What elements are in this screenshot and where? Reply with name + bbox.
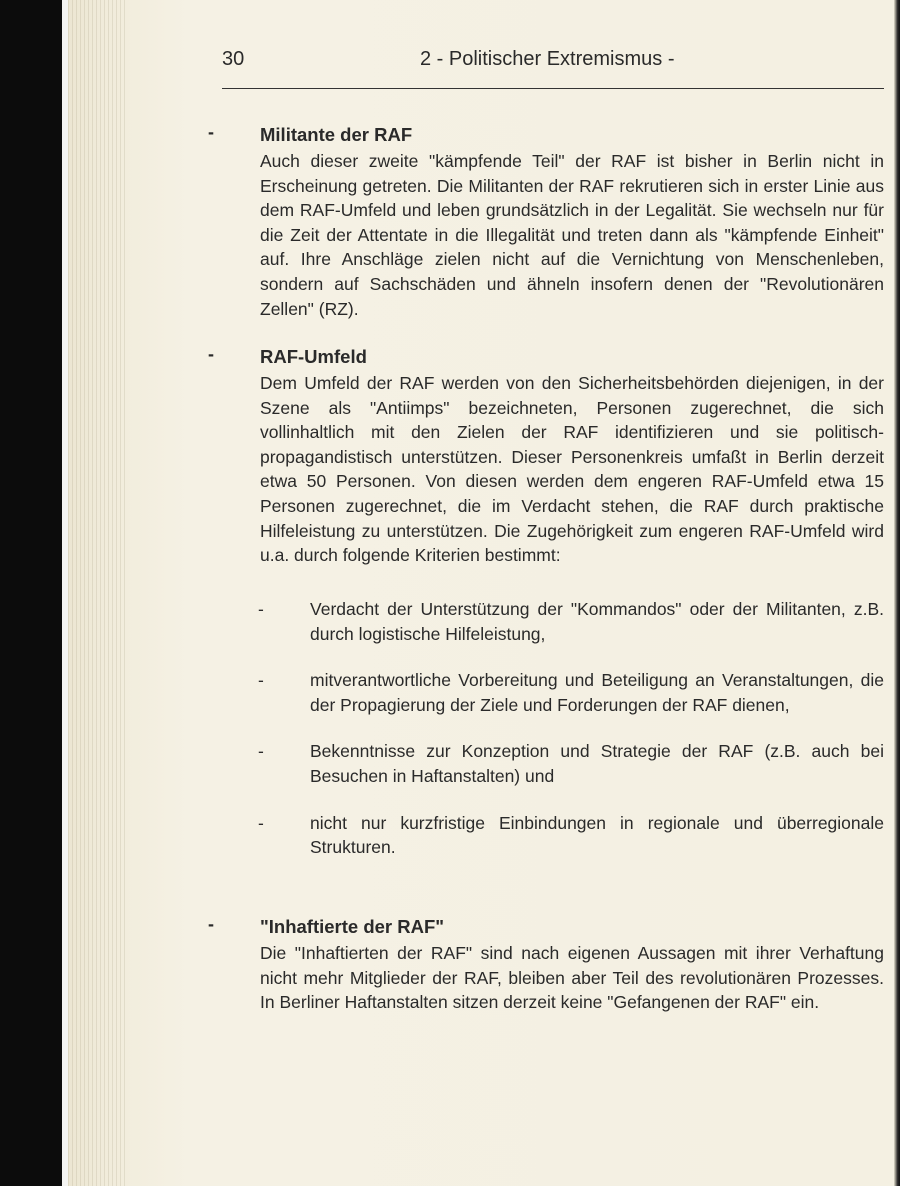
list-item-text: Bekenntnisse zur Konzeption und Strategie der RAF (z.B. auch bei Besuchen in Haftanstalten) und <box>310 741 884 786</box>
list-item <box>258 739 884 788</box>
section-inhaftierte <box>208 914 884 1015</box>
list-dash: - <box>258 741 264 762</box>
list-item-text: mitverantwortliche Vorbereitung und Beteiligung an Veranstaltungen, die der Propagierung der Ziele und Forderungen der RAF dienen, <box>310 670 884 715</box>
list-item <box>258 811 884 860</box>
section-militante <box>208 122 884 321</box>
criteria-list <box>258 597 884 860</box>
section-body: Auch dieser zweite "kämpfende Teil" der RAF ist bisher in Berlin nicht in Erscheinung getreten. Die Militanten der RAF rekrutieren sich in erster Linie aus dem RAF-Umfeld und leben grundsätzlich in der Legalität. Sie wechseln nur für die Zeit der Attentate in die Illegalität und treten dann als "kämpfende Einheit" auf. Ihre Anschläge zielen nicht auf die Vernichtung von Menschenleben, sondern auf Sachschäden und ähneln insofern denen der "Revolutionären Zellen" (RZ). <box>260 151 884 319</box>
page-edge-stack <box>68 0 128 1186</box>
page-number: 30 <box>222 48 245 70</box>
section-body: Dem Umfeld der RAF werden von den Sicherheitsbehörden diejenigen, in der Szene als "Antiimps" bezeichneten, Personen zugerechnet, die sich vollinhaltlich mit den Zielen der RAF identifizieren und sie politisch-propagandistisch unterstützen. Dieser Personenkreis umfaßt in Berlin derzeit etwa 50 Personen. Von diesen werden dem engeren RAF-Umfeld etwa 15 Personen zugerechnet, die im Verdacht stehen, die RAF durch praktische Hilfeleistung zu unterstützen. Die Zugehörigkeit zum engeren RAF-Umfeld wird u.a. durch folgende Kriterien bestimmt: <box>260 373 884 566</box>
list-item <box>258 668 884 717</box>
section-bullet: - <box>208 914 214 934</box>
running-title: 2 - Politischer Extremismus - <box>420 48 675 70</box>
section-raf-umfeld <box>208 344 884 568</box>
page-right-edge <box>894 0 900 1186</box>
section-heading: RAF-Umfeld <box>260 346 367 367</box>
section-body: Die "Inhaftierten der RAF" sind nach eigenen Aussagen mit ihrer Verhaftung nicht mehr Mitglieder der RAF, bleiben aber Teil des revolutionären Prozesses. In Berliner Haftanstalten sitzen derzeit keine "Gefangenen der RAF" ein. <box>260 943 884 1013</box>
list-dash: - <box>258 812 264 833</box>
section-heading: Militante der RAF <box>260 124 413 145</box>
list-dash: - <box>258 670 264 691</box>
book-spine-shadow <box>0 0 62 1186</box>
header-rule <box>222 88 884 89</box>
section-bullet: - <box>208 122 214 142</box>
list-item-text: Verdacht der Unterstützung der "Kommandos" oder der Militanten, z.B. durch logistische Hilfeleistung, <box>310 599 884 644</box>
section-bullet: - <box>208 344 214 364</box>
section-heading: "Inhaftierte der RAF" <box>260 916 445 937</box>
list-dash: - <box>258 599 264 619</box>
list-item <box>258 597 884 646</box>
list-item-text: nicht nur kurzfristige Einbindungen in regionale und überregionale Strukturen. <box>310 812 884 858</box>
page-header <box>222 48 882 78</box>
